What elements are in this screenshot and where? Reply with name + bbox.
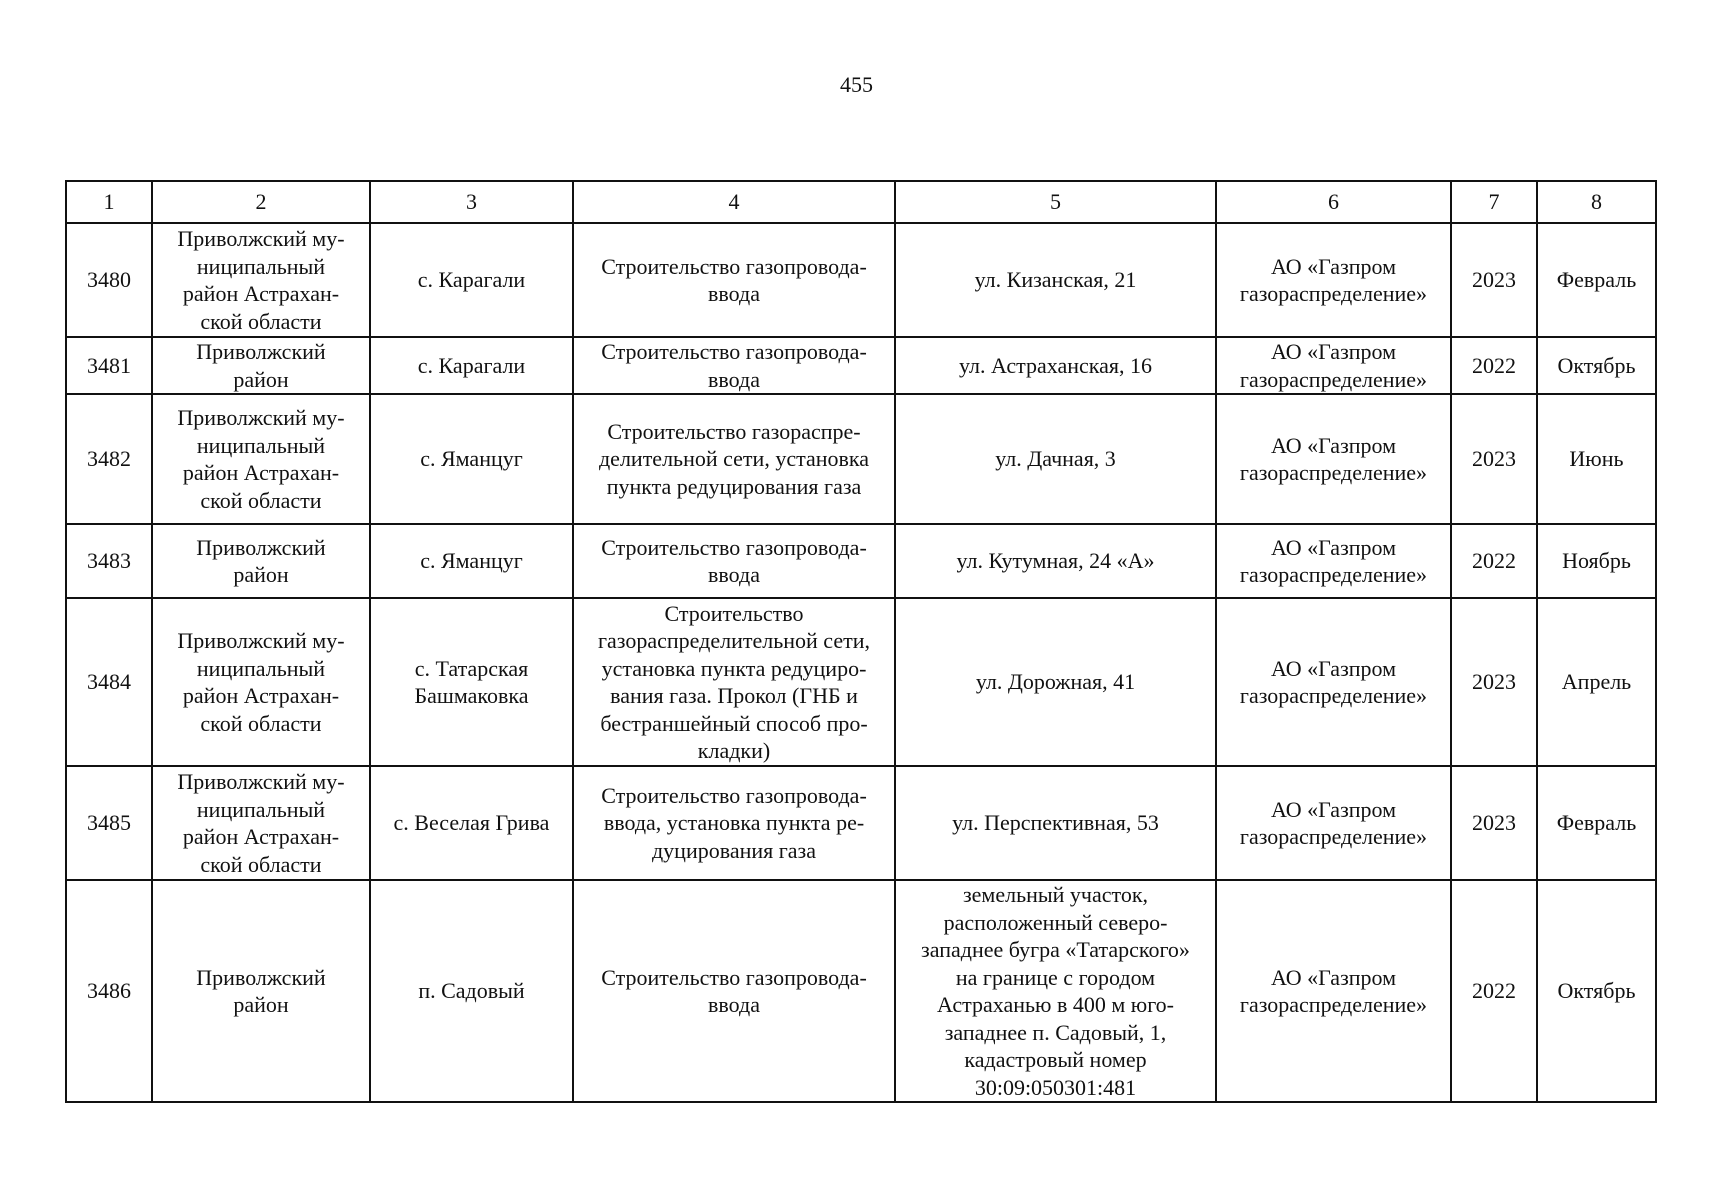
cell-organization: АО «Газпром газораспределение» (1216, 766, 1451, 880)
cell-district: Приволжский му- ниципальный район Астрахан- ской области (152, 766, 370, 880)
cell-row-number: 3481 (66, 337, 152, 394)
header-cell: 3 (370, 181, 573, 223)
cell-district: Приволжский му- ниципальный район Астрахан- ской области (152, 394, 370, 524)
cell-settlement: с. Карагали (370, 337, 573, 394)
header-cell: 6 (1216, 181, 1451, 223)
data-table (65, 180, 1657, 1103)
cell-district: Приволжский му- ниципальный район Астрахан- ской области (152, 223, 370, 337)
cell-year: 2022 (1451, 880, 1537, 1102)
header-cell: 4 (573, 181, 895, 223)
cell-month: Февраль (1537, 766, 1656, 880)
cell-work-description: Строительство газораспределительной сети, установка пункта редуциро- вания газа. Прокол (ГНБ и бестраншейный способ про- кладки) (573, 598, 895, 766)
cell-settlement: с. Карагали (370, 223, 573, 337)
cell-district: Приволжский му- ниципальный район Астрахан- ской области (152, 598, 370, 766)
cell-work-description: Строительство газопровода- ввода, установка пункта ре- дуцирования газа (573, 766, 895, 880)
cell-month: Июнь (1537, 394, 1656, 524)
cell-district: Приволжский район (152, 524, 370, 598)
table-row (66, 766, 1656, 880)
table-row (66, 337, 1656, 394)
cell-address: ул. Кизанская, 21 (895, 223, 1216, 337)
table-header-row (66, 181, 1656, 223)
cell-year: 2022 (1451, 337, 1537, 394)
header-cell: 2 (152, 181, 370, 223)
cell-work-description: Строительство газопровода- ввода (573, 337, 895, 394)
cell-month: Апрель (1537, 598, 1656, 766)
table-row (66, 524, 1656, 598)
table-row (66, 598, 1656, 766)
cell-year: 2023 (1451, 223, 1537, 337)
cell-organization: АО «Газпром газораспределение» (1216, 223, 1451, 337)
cell-month: Ноябрь (1537, 524, 1656, 598)
cell-settlement: с. Веселая Грива (370, 766, 573, 880)
cell-work-description: Строительство газораспре- делительной сети, установка пункта редуцирования газа (573, 394, 895, 524)
cell-settlement: с. Яманцуг (370, 394, 573, 524)
cell-settlement: с. Яманцуг (370, 524, 573, 598)
header-cell: 1 (66, 181, 152, 223)
cell-organization: АО «Газпром газораспределение» (1216, 394, 1451, 524)
table-row (66, 880, 1656, 1102)
cell-organization: АО «Газпром газораспределение» (1216, 337, 1451, 394)
cell-year: 2023 (1451, 598, 1537, 766)
header-cell: 7 (1451, 181, 1537, 223)
cell-address: ул. Перспективная, 53 (895, 766, 1216, 880)
cell-district: Приволжский район (152, 880, 370, 1102)
cell-row-number: 3480 (66, 223, 152, 337)
cell-work-description: Строительство газопровода- ввода (573, 223, 895, 337)
cell-row-number: 3482 (66, 394, 152, 524)
cell-settlement: с. Татарская Башмаковка (370, 598, 573, 766)
cell-address: ул. Кутумная, 24 «А» (895, 524, 1216, 598)
page-number: 455 (840, 72, 873, 97)
cell-year: 2023 (1451, 766, 1537, 880)
cell-address: земельный участок, расположенный северо- западнее бугра «Татарского» на границе с городом Астраханью в 400 м юго- западнее п. Садовый, 1, кадастровый номер 30:09:050301:481 (895, 880, 1216, 1102)
cell-district: Приволжский район (152, 337, 370, 394)
cell-row-number: 3483 (66, 524, 152, 598)
cell-work-description: Строительство газопровода- ввода (573, 524, 895, 598)
cell-address: ул. Дорожная, 41 (895, 598, 1216, 766)
cell-organization: АО «Газпром газораспределение» (1216, 598, 1451, 766)
cell-settlement: п. Садовый (370, 880, 573, 1102)
cell-address: ул. Астраханская, 16 (895, 337, 1216, 394)
cell-work-description: Строительство газопровода- ввода (573, 880, 895, 1102)
cell-year: 2023 (1451, 394, 1537, 524)
cell-organization: АО «Газпром газораспределение» (1216, 880, 1451, 1102)
cell-address: ул. Дачная, 3 (895, 394, 1216, 524)
cell-row-number: 3485 (66, 766, 152, 880)
cell-organization: АО «Газпром газораспределение» (1216, 524, 1451, 598)
header-cell: 8 (1537, 181, 1656, 223)
table-row (66, 223, 1656, 337)
cell-month: Октябрь (1537, 337, 1656, 394)
cell-month: Октябрь (1537, 880, 1656, 1102)
cell-row-number: 3486 (66, 880, 152, 1102)
header-cell: 5 (895, 181, 1216, 223)
table-row (66, 394, 1656, 524)
cell-year: 2022 (1451, 524, 1537, 598)
cell-month: Февраль (1537, 223, 1656, 337)
cell-row-number: 3484 (66, 598, 152, 766)
